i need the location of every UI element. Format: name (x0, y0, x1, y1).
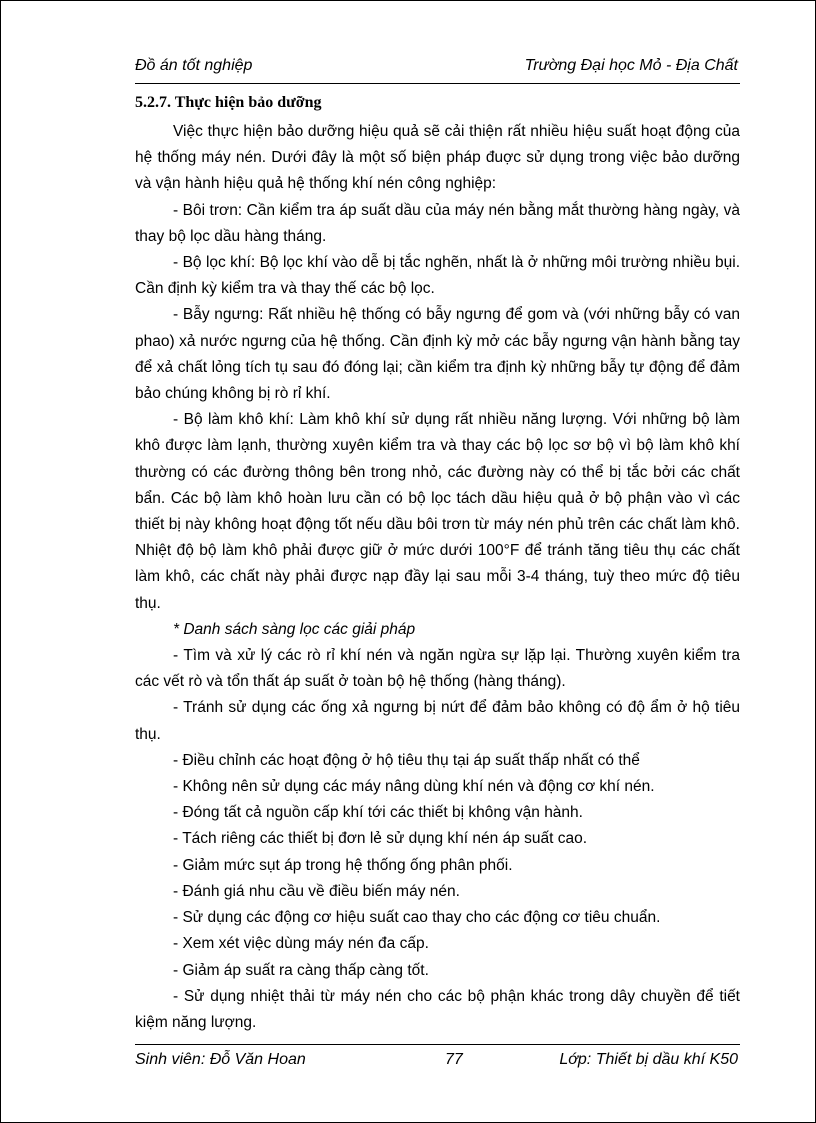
list-item: - Điều chỉnh các hoạt động ở hộ tiêu thụ tại áp suất thấp nhất có thể (173, 751, 640, 769)
list-item: - Giảm áp suất ra càng thấp càng tốt. (173, 961, 429, 979)
paragraph-intro: Việc thực hiện bảo dưỡng hiệu quả sẽ cải thiện rất nhiều hiệu suất hoạt động của hệ thống máy nén. Dưới đây là một số biện pháp đuợc sử dụng trong việc bảo dưỡng và vận hành hiệu quả hệ thống khí nén công nghiệp: (135, 123, 740, 193)
paragraph-air-filter: - Bộ lọc khí: Bộ lọc khí vào dễ bị tắc nghẽn, nhất là ở những môi trường nhiều bụi. Cần định kỳ kiểm tra và thay thế các bộ lọc. (135, 254, 740, 298)
list-item: - Đóng tất cả nguồn cấp khí tới các thiết bị không vận hành. (173, 804, 583, 822)
list-item: - Tách riêng các thiết bị đơn lẻ sử dụng khí nén áp suất cao. (173, 830, 588, 848)
list-item: - Tìm và xử lý các rò rỉ khí nén và ngăn ngừa sự lặp lại. Thường xuyên kiểm tra các vết rò và tổn thất áp suất ở toàn bộ hệ thống (hàng tháng). (135, 647, 740, 691)
list-title: * Danh sách sàng lọc các giải pháp (173, 620, 416, 638)
page-header (135, 57, 740, 84)
footer-student: Sinh viên: Đỗ Văn Hoan (135, 1051, 306, 1068)
section-heading: 5.2.7. Thực hiện bảo dưỡng (135, 94, 322, 111)
paragraph-condensate-trap: - Bẫy ngưng: Rất nhiều hệ thống có bẫy ngưng để gom và (với những bẫy có van phao) xả nước ngưng của hệ thống. Cần định kỳ mở các bẫy ngưng vận hành bằng tay để xả chất lỏng tích tụ sau đó đóng lại; cần kiểm tra định kỳ những bẫy tự động để đảm bảo chúng không bị rò rỉ khí. (135, 306, 740, 403)
list-item: - Đánh giá nhu cầu về điều biến máy nén. (173, 882, 460, 900)
header-left: Đồ án tốt nghiệp (135, 57, 253, 74)
list-item: - Giảm mức sụt áp trong hệ thống ống phân phối. (173, 856, 513, 874)
paragraph-lubrication: - Bôi trơn: Cần kiểm tra áp suất dầu của máy nén bằng mắt thường hàng ngày, và thay bộ lọc dầu hàng tháng. (135, 201, 740, 245)
page-footer (135, 1044, 740, 1075)
header-right: Trường Đại học Mỏ - Địa Chất (524, 57, 738, 74)
list-item: - Tránh sử dụng các ống xả ngưng bị nứt để đảm bảo không có độ ẩm ở hộ tiêu thụ. (135, 699, 740, 743)
list-item: - Không nên sử dụng các máy nâng dùng khí nén và động cơ khí nén. (173, 778, 655, 796)
page-number: 77 (445, 1051, 463, 1068)
paragraph-air-dryer: - Bộ làm khô khí: Làm khô khí sử dụng rất nhiều năng lượng. Với những bộ làm khô được làm lạnh, thường xuyên kiểm tra và thay các bộ lọc sơ bộ vì bộ làm khô khí thường có các đường thông bên trong nhỏ, các đường này có thể bị tắc bởi các chất bẩn. Các bộ làm khô hoàn lưu cần có bộ lọc tách dầu hiệu quả ở bộ phận vào vì các thiết bị này không hoạt động tốt nếu dầu bôi trơn từ máy nén phủ trên các chất làm khô. Nhiệt độ bộ làm khô phải được giữ ở mức dưới 100°F để tránh tăng tiêu thụ các chất làm khô, các chất này phải được nạp đầy lại sau mỗi 3-4 tháng, tuỳ theo mức độ tiêu thụ. (135, 411, 740, 612)
main-content (135, 94, 740, 1036)
footer-class: Lớp: Thiết bị dầu khí K50 (559, 1051, 738, 1068)
list-item: - Sử dụng các động cơ hiệu suất cao thay cho các động cơ tiêu chuẩn. (173, 909, 661, 927)
list-item: - Sử dụng nhiệt thải từ máy nén cho các bộ phận khác trong dây chuyền để tiết kiệm năng lượng. (135, 987, 740, 1031)
list-item: - Xem xét việc dùng máy nén đa cấp. (173, 935, 429, 953)
